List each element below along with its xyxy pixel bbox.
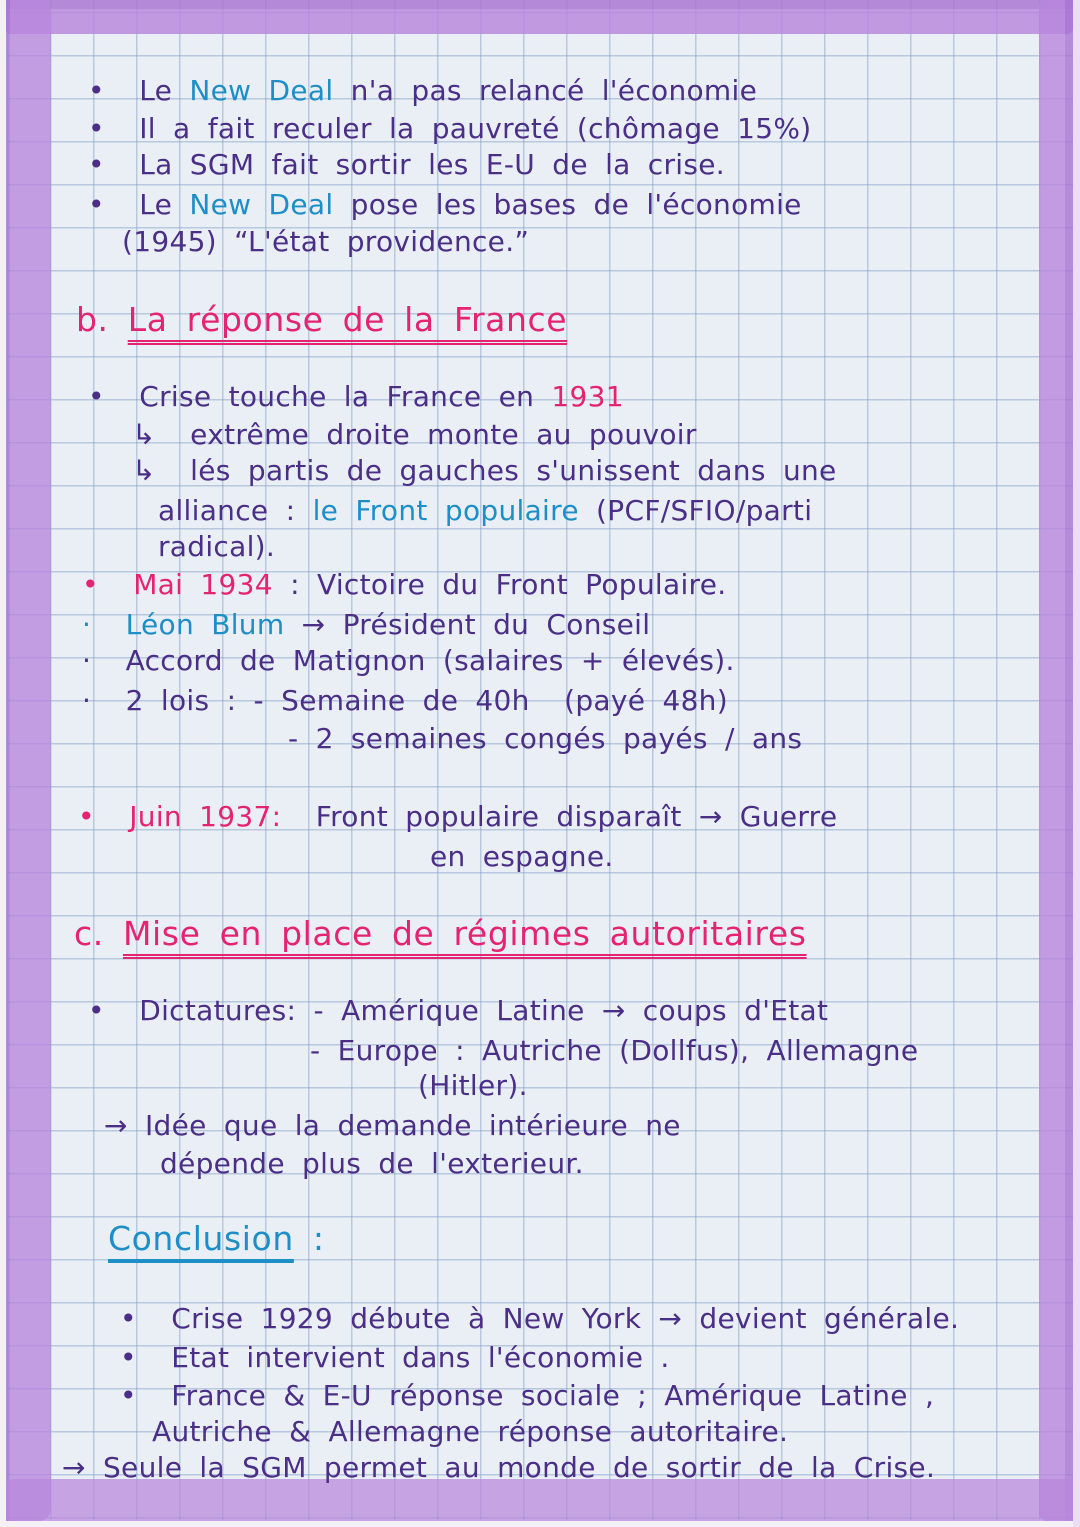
note-text-segment: : Victoire du Front Populaire.	[272, 568, 727, 601]
conclusion-arrow-sgm	[62, 1449, 935, 1487]
note-text-segment: Etat intervient dans l'économie .	[171, 1341, 670, 1374]
note-text-segment: Seule la SGM permet au monde de sortir de la Crise.	[102, 1451, 936, 1484]
note-text-segment: →	[104, 1109, 145, 1142]
note-text-segment: c.	[74, 914, 123, 953]
note-text-segment: Conclusion	[108, 1219, 294, 1258]
note-text-segment: extrême droite monte au pouvoir	[190, 418, 697, 451]
note-text-segment: (PCF/SFIO/parti	[578, 494, 813, 527]
note-text-segment: Crise 1929 débute à New York → devient générale.	[171, 1302, 960, 1335]
note-text-segment: Mai 1934	[133, 568, 273, 601]
note-text-segment: •	[88, 74, 140, 107]
note-text-segment: •	[88, 148, 140, 181]
note-text-segment: b.	[76, 300, 128, 339]
bullet-bases-economie-suite	[122, 223, 529, 261]
note-text-segment: alliance :	[158, 494, 313, 527]
note-text-segment: :	[293, 1219, 325, 1258]
bullet-new-deal-no-relance	[88, 72, 757, 110]
note-text-segment: •	[120, 1302, 172, 1335]
note-text-segment: pose les bases de l'économie	[333, 188, 802, 221]
sub-partis-gauche-suite-1	[158, 492, 812, 530]
note-text-segment: lés partis de gauches s'unissent dans une	[190, 454, 837, 487]
section-heading-b	[76, 298, 567, 342]
note-text-segment: - 2 semaines congés payés / ans	[288, 722, 803, 755]
bullet-bases-economie	[88, 186, 802, 224]
note-text-segment: •	[120, 1341, 172, 1374]
note-text-segment: La réponse de la France	[127, 300, 568, 339]
sub-partis-gauche	[132, 452, 837, 490]
note-text-segment: dépende plus de l'exterieur.	[160, 1147, 584, 1180]
bullet-juin-1937	[78, 798, 837, 836]
note-text-segment: ·	[82, 644, 126, 677]
note-text-segment: •	[82, 568, 134, 601]
bullet-dictatures-hitler	[418, 1067, 528, 1105]
note-text-segment: ↳	[132, 418, 191, 451]
note-text-segment: ·	[82, 608, 126, 641]
bullet-pauvrete	[88, 110, 811, 148]
note-text-segment: Le	[139, 188, 190, 221]
note-text-segment: Le	[139, 74, 190, 107]
conclusion-bullet-etat	[120, 1339, 670, 1377]
bullet-sgm-crise	[88, 146, 725, 184]
note-text-segment: (Hitler).	[418, 1069, 528, 1102]
section-heading-c	[74, 912, 807, 956]
note-text-segment: •	[88, 994, 140, 1027]
note-text-segment: France & E-U réponse sociale ; Amérique Latine ,	[171, 1379, 935, 1412]
note-text-segment: Autriche & Allemagne réponse autoritaire.	[152, 1415, 789, 1448]
bullet-mai-1934	[82, 566, 726, 604]
note-text-segment: →	[62, 1451, 103, 1484]
note-text-segment: Léon Blum	[125, 608, 285, 641]
note-text-segment: •	[120, 1379, 172, 1412]
note-text-segment: le Front populaire	[312, 494, 579, 527]
bullet-2-lois-suite	[288, 720, 802, 758]
conclusion-heading	[108, 1217, 325, 1261]
note-text-segment: → Président du Conseil	[284, 608, 651, 641]
note-text-segment: n'a pas relancé l'économie	[333, 74, 758, 107]
conclusion-bullet-crise-1929	[120, 1300, 959, 1338]
note-text-segment: Idée que la demande intérieure ne	[144, 1109, 681, 1142]
sub-partis-gauche-suite-2	[158, 528, 275, 566]
note-text-segment: Accord de Matignon (salaires + élevés).	[125, 644, 735, 677]
note-text-segment: La SGM fait sortir les E-U de la crise.	[139, 148, 726, 181]
conclusion-bullet-reponses-suite	[152, 1413, 788, 1451]
note-text-segment: Crise touche la France en	[139, 380, 552, 413]
note-text-segment: Mise en place de régimes autoritaires	[122, 914, 807, 953]
note-text-segment: Il a fait reculer la pauvreté (chômage 15%)	[139, 112, 812, 145]
sub-extreme-droite	[132, 416, 697, 454]
note-text-segment: Dictatures: - Amérique Latine → coups d'Etat	[139, 994, 829, 1027]
bullet-accord-matignon	[82, 642, 735, 680]
bullet-dictatures	[88, 992, 828, 1030]
arrow-idee-demande	[104, 1107, 681, 1145]
note-text-segment: •	[88, 188, 140, 221]
bullet-crise-france-1931	[88, 378, 624, 416]
note-text-segment: - Europe : Autriche (Dollfus), Allemagne	[310, 1034, 919, 1067]
bullet-dictatures-europe	[310, 1032, 918, 1070]
note-text-segment: New Deal	[189, 74, 334, 107]
note-text-segment: •	[88, 112, 140, 145]
note-text-segment: radical).	[158, 530, 276, 563]
bullet-juin-1937-suite	[430, 838, 614, 876]
conclusion-bullet-reponses	[120, 1377, 934, 1415]
arrow-idee-demande-suite	[160, 1145, 584, 1183]
note-text-segment: New Deal	[189, 188, 334, 221]
note-text-segment: ·	[82, 684, 126, 717]
note-text-segment: (1945) “L'état providence.”	[122, 225, 530, 258]
bullet-2-lois	[82, 682, 728, 720]
note-text-segment: •	[78, 800, 130, 833]
note-text-segment: ↳	[132, 454, 191, 487]
note-text-segment: 2 lois : - Semaine de 40h (payé 48h)	[125, 684, 728, 717]
note-text-segment: •	[88, 380, 140, 413]
bullet-leon-blum	[82, 606, 650, 644]
note-text-segment: 1931	[551, 380, 624, 413]
note-text-segment: en espagne.	[430, 840, 614, 873]
note-text-segment: Front populaire disparaît → Guerre	[281, 800, 838, 833]
note-text-segment: Juin 1937:	[129, 800, 282, 833]
